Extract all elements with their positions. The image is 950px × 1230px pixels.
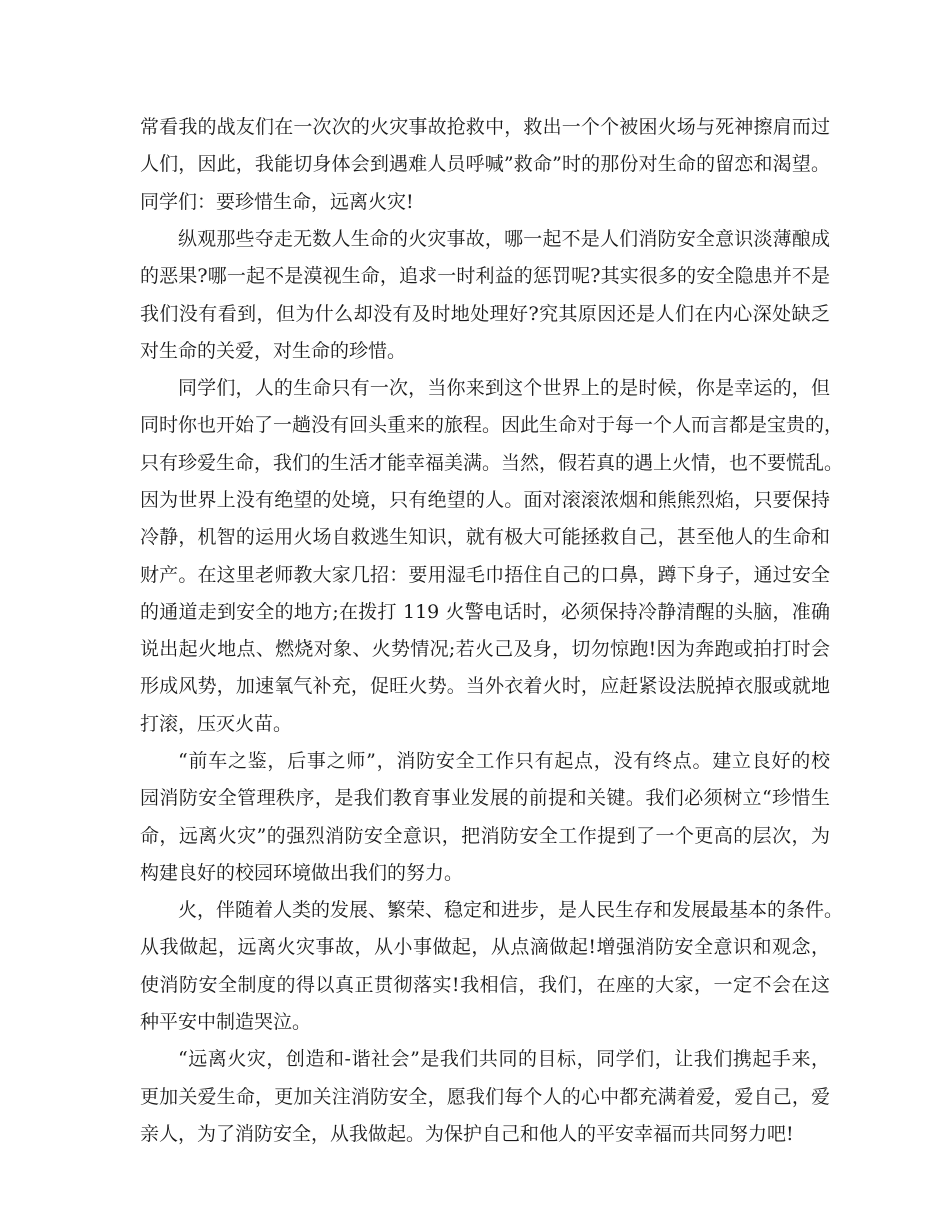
- paragraph-first-line: 火，伴随着人类的发展、繁荣、稳定和进步，是人民生存和发展最基本的条件。: [178, 899, 844, 921]
- paragraph-first-line: “前车之鉴，后事之师”，消防安全工作只有起点，没有终点。建立良好的校: [178, 750, 830, 772]
- text-line: 人们，因此，我能切身体会到遇难人员呼喊”救命”时的那份对生命的留恋和渴望。: [140, 153, 830, 175]
- text-line: 命，远离火灾”的强烈消防安全意识，把消防安全工作提到了一个更高的层次，为: [140, 825, 830, 847]
- text-line: 对生命的关爱，对生命的珍惜。: [140, 340, 407, 362]
- text-line: 只有珍爱生命，我们的生活才能幸福美满。当然，假若真的遇上火情，也不要慌乱。: [140, 452, 844, 474]
- paragraph-first-line: “远离火灾，创造和-谐社会”是我们共同的目标，同学们，让我们携起手来，: [178, 1048, 830, 1070]
- text-line: 同学们：要珍惜生命，远离火灾!: [140, 191, 414, 213]
- text-line: 打滚，压灭火苗。: [140, 713, 293, 735]
- text-line: 的恶果?哪一起不是漠视生命，追求一时利益的惩罚呢?其实很多的安全隐患并不是: [140, 265, 830, 287]
- text-line: 种平安中制造哭泣。: [140, 1011, 312, 1033]
- text-line: 园消防安全管理秩序，是我们教育事业发展的前提和关键。我们必须树立“珍惜生: [140, 787, 830, 809]
- text-line: 说出起火地点、燃烧对象、火势情况;若火己及身，切勿惊跑!因为奔跑或拍打时会: [140, 638, 830, 660]
- text-line: 形成风势，加速氧气补充，促旺火势。当外衣着火时，应赶紧设法脱掉衣服或就地: [140, 675, 830, 697]
- text-line: 因为世界上没有绝望的处境，只有绝望的人。面对滚滚浓烟和熊熊烈焰，只要保持: [140, 489, 830, 511]
- text-line: 常看我的战友们在一次次的火灾事故抢救中，救出一个个被困火场与死神擦肩而过: [140, 116, 830, 138]
- text-line: 更加关爱生命，更加关注消防安全，愿我们每个人的心中都充满着爱，爱自己，爱: [140, 1086, 830, 1108]
- text-line: 同时你也开始了一趟没有回头重来的旅程。因此生命对于每一个人而言都是宝贵的，: [140, 414, 844, 436]
- text-line: 使消防安全制度的得以真正贯彻落实!我相信，我们，在座的大家，一定不会在这: [140, 974, 830, 996]
- paragraph-first-line: 纵观那些夺走无数人生命的火灾事故，哪一起不是人们消防安全意识淡薄酿成: [178, 228, 830, 250]
- text-line: 我们没有看到，但为什么却没有及时地处理好?究其原因还是人们在内心深处缺乏: [140, 303, 830, 325]
- text-line: 从我做起，远离火灾事故，从小事做起，从点滴做起!增强消防安全意识和观念，: [140, 936, 830, 958]
- text-line: 构建良好的校园环境做出我们的努力。: [140, 862, 464, 884]
- text-line: 亲人，为了消防安全，从我做起。为保护自己和他人的平安幸福而共同努力吧!: [140, 1123, 794, 1145]
- paragraph-first-line: 同学们，人的生命只有一次，当你来到这个世界上的是时候，你是幸运的，但: [178, 377, 830, 399]
- text-line: 财产。在这里老师教大家几招：要用湿毛巾捂住自己的口鼻，蹲下身子，通过安全: [140, 564, 830, 586]
- text-line: 的通道走到安全的地方;在拨打 119 火警电话时，必须保持冷静清醒的头脑，准确: [140, 601, 830, 623]
- text-line: 冷静，机智的运用火场自救逃生知识，就有极大可能拯救自己，甚至他人的生命和: [140, 526, 830, 548]
